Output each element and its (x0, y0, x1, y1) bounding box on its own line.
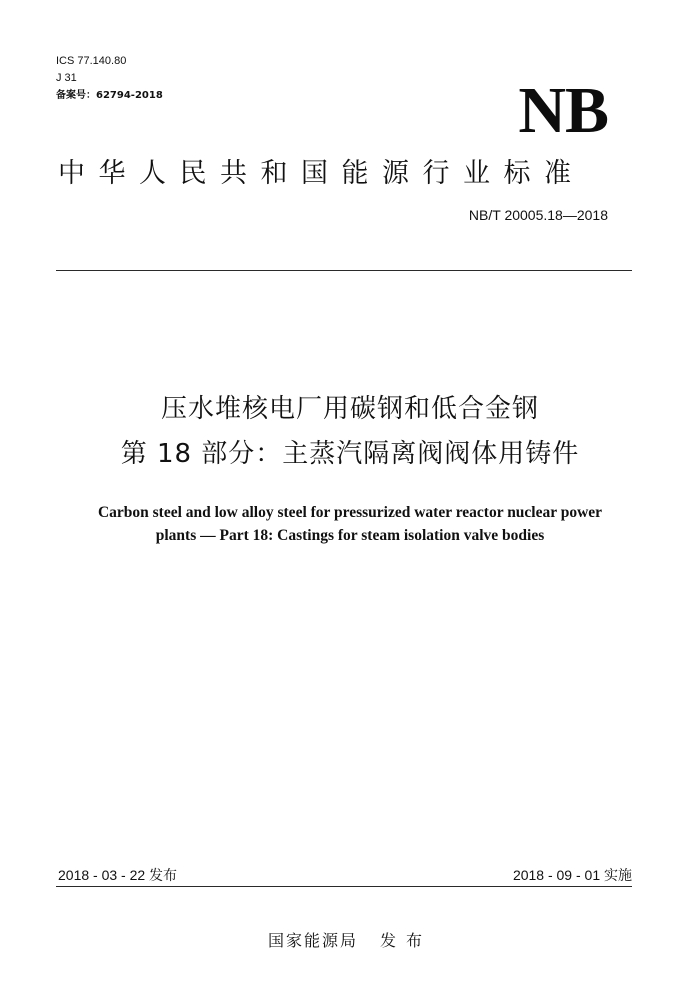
ics-code: ICS 77.140.80 (56, 55, 127, 67)
title-cn-line-1: 压水堆核电厂用碳钢和低合金钢 (160, 394, 539, 424)
standard-number: NB/T 20005.18—2018 (468, 207, 608, 223)
title-en-line-1: Carbon steel and low alloy steel for pressurized water reactor nuclear power (97, 504, 603, 521)
issue-date: 2018 - 03 - 22 发布 (58, 867, 178, 883)
ccs-code: J 31 (56, 72, 77, 84)
title-cn-line-2: 第 18 部分：主蒸汽隔离阀阀体用铸件 (120, 439, 580, 469)
filing-number: 备案号：62794-2018 (56, 90, 163, 101)
publisher-name: 国家能源局 (267, 931, 358, 950)
nb-logo: NB (518, 74, 608, 147)
implementation-date: 2018 - 09 - 01 实施 (512, 867, 632, 883)
title-en-line-2: plants — Part 18: Castings for steam isolation valve bodies (155, 527, 545, 544)
top-divider (56, 270, 632, 271)
bottom-divider (56, 886, 632, 887)
industry-standard-title: 中华人民共和国能源行业标准 (58, 158, 585, 189)
publisher-line (0, 931, 700, 951)
publisher-action: 发布 (380, 931, 433, 950)
